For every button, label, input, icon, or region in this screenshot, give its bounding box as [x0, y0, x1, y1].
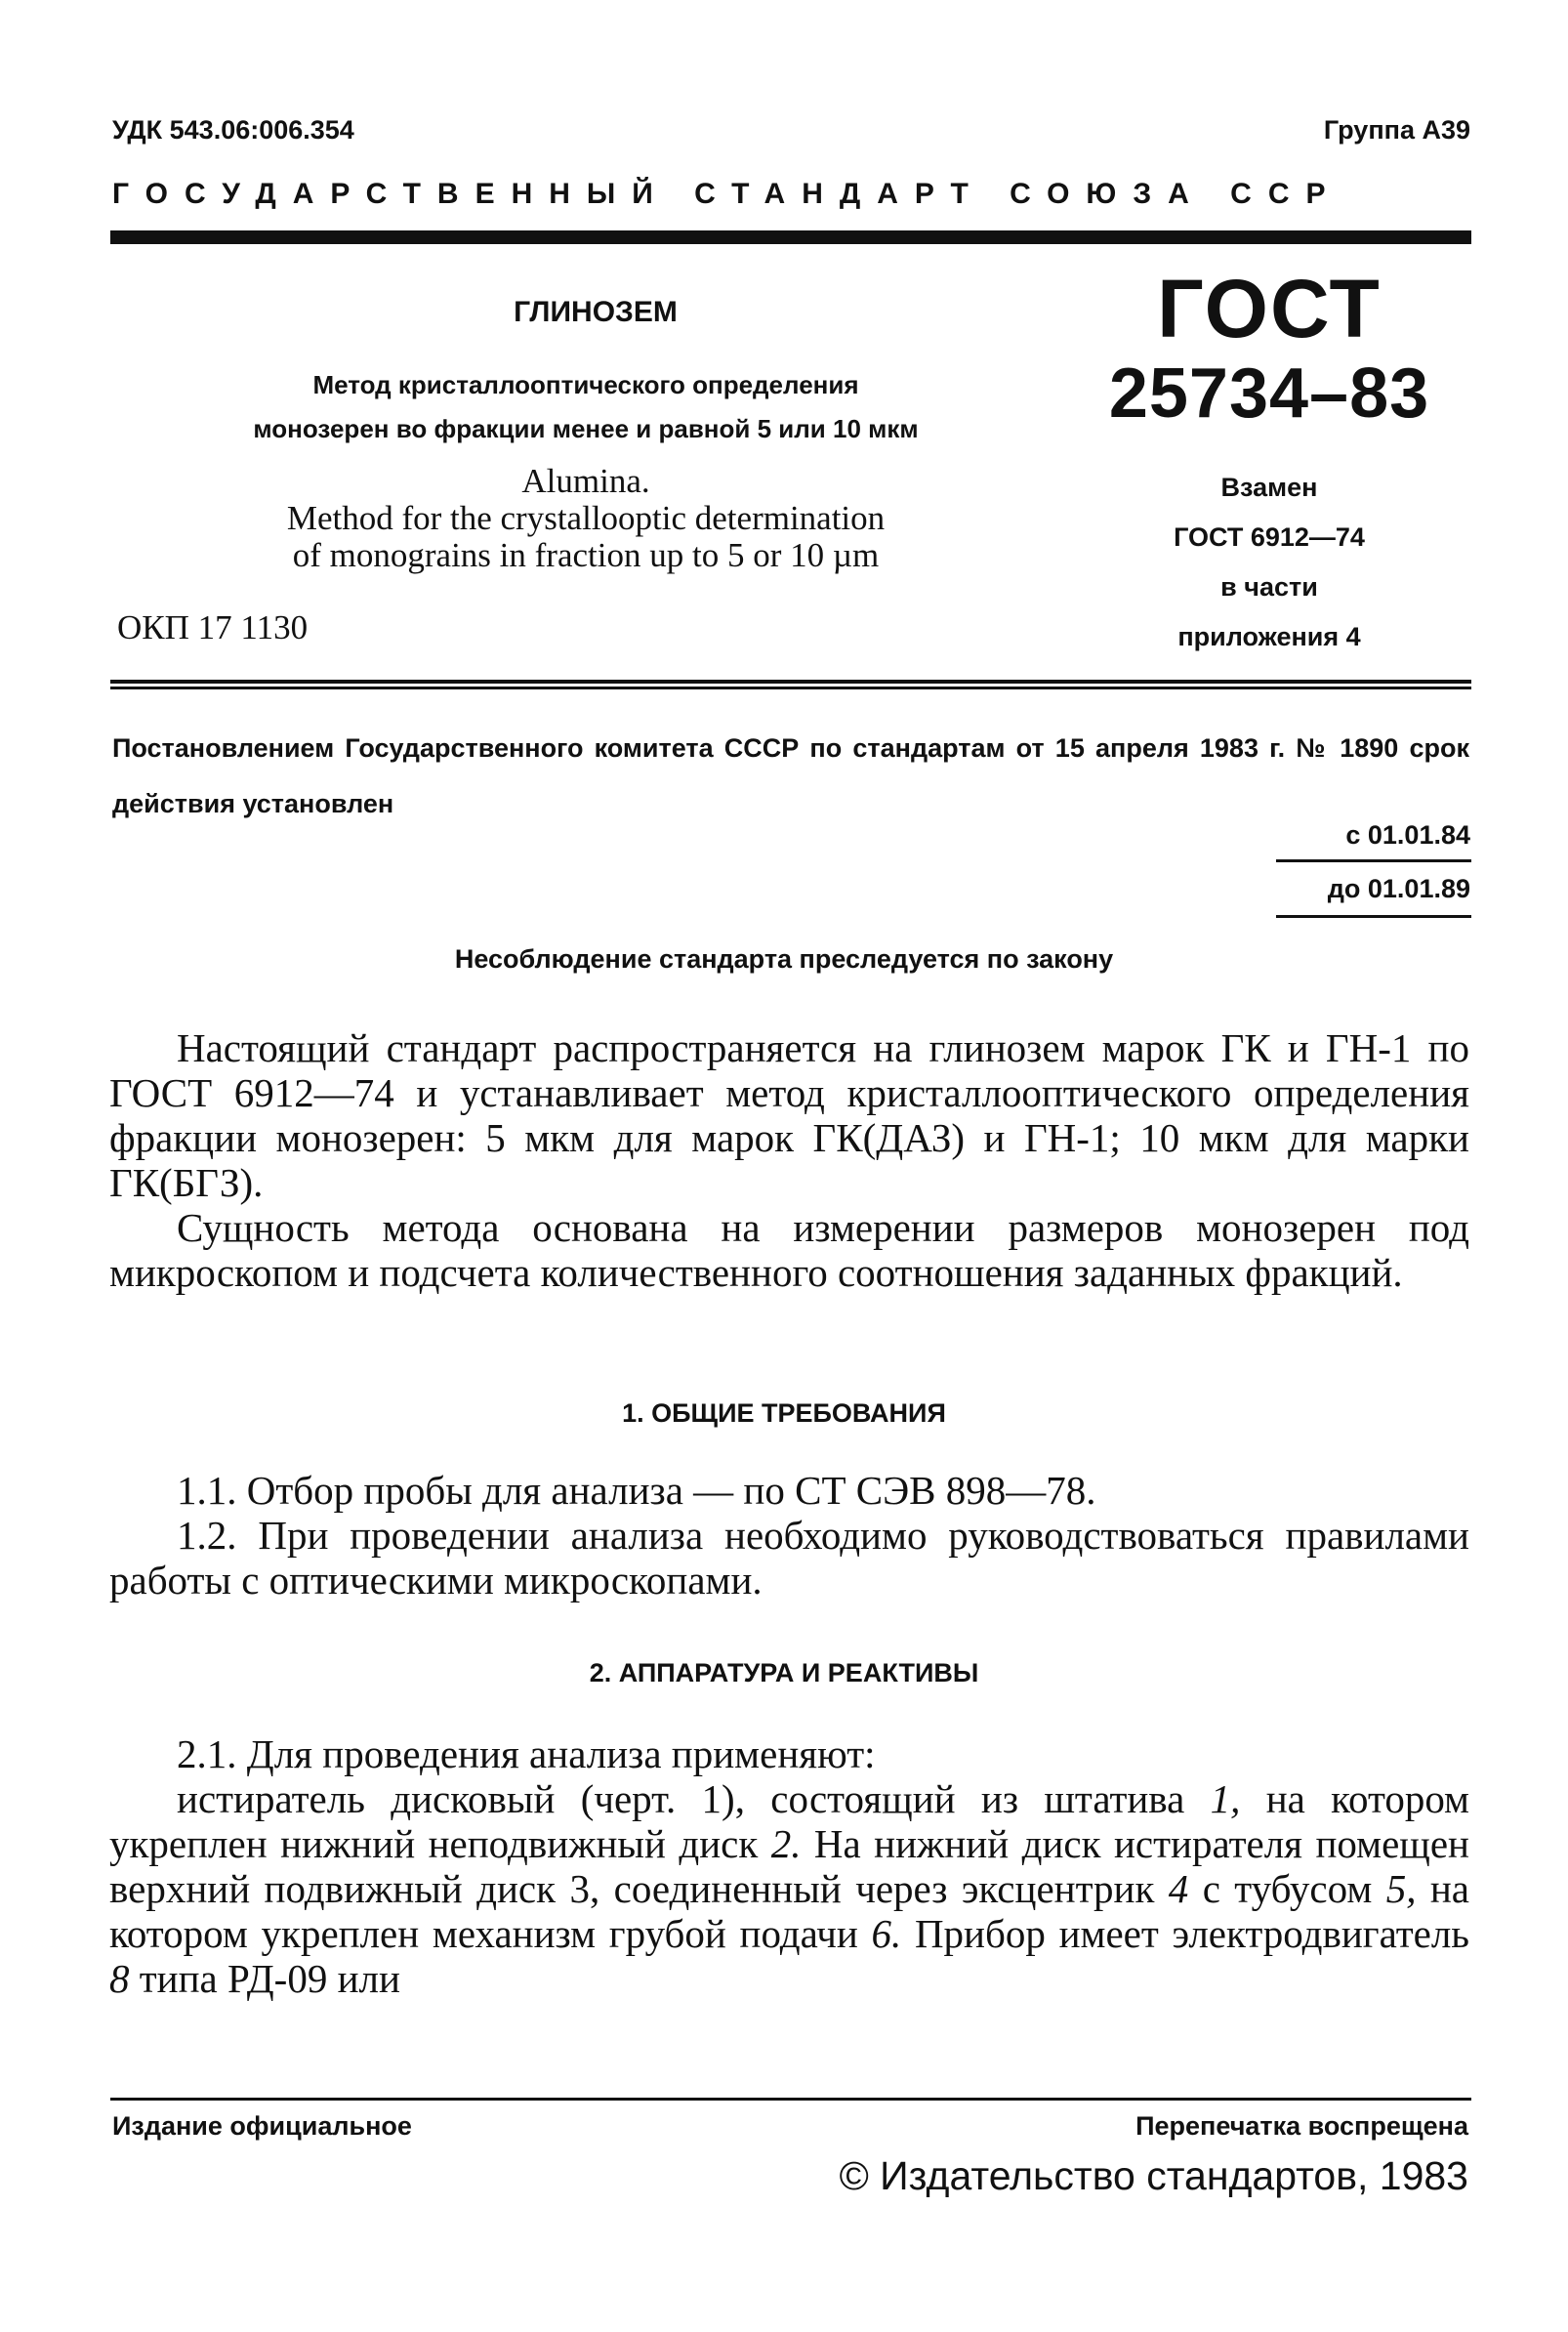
reprint-prohibited-label: Перепечатка воспрещена [1135, 2111, 1468, 2141]
date-divider [1276, 859, 1471, 862]
intro-paragraph-essence: Сущность метода основана на измерении размеров монозерен под микроскопом и подсчета количественного соотношения заданных фракций. [109, 1205, 1469, 1295]
group-code: Группа А39 [1323, 115, 1470, 145]
english-title-line-3: of monograins in fraction up to 5 or 10 µm [292, 536, 880, 574]
equipment-text-d: с тубусом [1188, 1866, 1386, 1911]
equipment-text-c: На нижний диск истирателя помещен верхний подвижный диск 3, соединенный через эксцентрик [109, 1821, 1470, 1911]
decree-text: Постановлением Государственного комитета СССР по стандартам от 15 апреля 1983 г. № 1890 срок действия установлен [112, 733, 1469, 818]
replacement-line-1: Взамен [1220, 473, 1318, 502]
ref-1: 1, [1210, 1776, 1241, 1821]
document-title: ГЛИНОЗЕМ [514, 296, 678, 328]
section-2-heading: 2. АППАРАТУРА И РЕАКТИВЫ [589, 1658, 979, 1687]
clause-1-2: 1.2. При проведении анализа необходимо руководствоваться правилами работы с оптическими микроскопами. [109, 1513, 1469, 1603]
publisher-copyright: © Издательство стандартов, 1983 [839, 2153, 1468, 2198]
english-title [220, 463, 952, 574]
ref-4: 4 [1168, 1866, 1189, 1911]
state-standard-banner: ГОСУДАРСТВЕННЫЙ СТАНДАРТ СОЮЗА ССР [112, 178, 1342, 210]
replacement-line-3: в части [1220, 572, 1318, 602]
official-edition-label: Издание официальное [112, 2111, 412, 2141]
section-2-body [109, 1731, 1469, 2001]
equipment-text-a: истиратель дисковый (черт. 1), состоящий из штатива [177, 1776, 1211, 1821]
ref-2: 2. [770, 1821, 802, 1866]
equipment-text-e: на котором укреплен механизм грубой подачи [109, 1866, 1469, 1956]
date-underline [1276, 915, 1471, 918]
clause-2-1: 2.1. Для проведения анализа применяют: [177, 1731, 876, 1776]
gost-label: ГОСТ [1157, 263, 1382, 354]
intro-block [109, 1025, 1469, 1295]
replacement-note [1074, 463, 1465, 662]
section-1-body [109, 1468, 1469, 1603]
replacement-line-4: приложения 4 [1177, 622, 1361, 651]
gost-number: 25734–83 [1108, 354, 1430, 433]
valid-from-date: с 01.01.84 [1345, 820, 1470, 850]
equipment-text-b: на котором укреплен нижний неподвижный диск [109, 1776, 1469, 1866]
ref-5: 5, [1385, 1866, 1417, 1911]
header-divider [110, 230, 1471, 244]
okp-code: ОКП 17 1130 [117, 608, 309, 646]
document-subtitle [107, 363, 1064, 451]
title-divider-top [110, 680, 1471, 684]
ref-8: 8 [109, 1956, 130, 2001]
intro-paragraph-scope: Настоящий стандарт распространяется на глинозем марок ГК и ГН-1 по ГОСТ 6912—74 и устанавливает метод кристаллооптического определения фракции монозерен: 5 мкм для марок ГК(ДАЗ) и ГН-1; 10 мкм для марки ГК(БГЗ). [109, 1025, 1469, 1205]
title-divider-bottom [110, 687, 1471, 689]
subtitle-line-2: монозерен во фракции менее и равной 5 или 10 мкм [253, 414, 919, 443]
english-title-line-2: Method for the crystallooptic determination [286, 499, 886, 537]
clause-2-1-equipment [109, 1776, 1469, 2001]
subtitle-line-1: Метод кристаллооптического определения [312, 370, 859, 399]
english-title-line-1: Alumina. [521, 462, 650, 500]
ref-6: 6. [871, 1911, 902, 1956]
clause-1-1: 1.1. Отбор пробы для анализа — по СТ СЭВ 898—78. [177, 1468, 1096, 1513]
valid-to-date: до 01.01.89 [1327, 874, 1470, 903]
law-notice: Несоблюдение стандарта преследуется по закону [454, 944, 1114, 974]
section-1-heading: 1. ОБЩИЕ ТРЕБОВАНИЯ [622, 1398, 946, 1428]
equipment-text-g: типа РД-09 или [129, 1956, 400, 2001]
equipment-text-f: Прибор имеет электродвигатель [901, 1911, 1469, 1956]
footer-divider [110, 2098, 1471, 2101]
udk-code: УДК 543.06:006.354 [112, 115, 354, 145]
replacement-line-2: ГОСТ 6912—74 [1174, 522, 1365, 552]
